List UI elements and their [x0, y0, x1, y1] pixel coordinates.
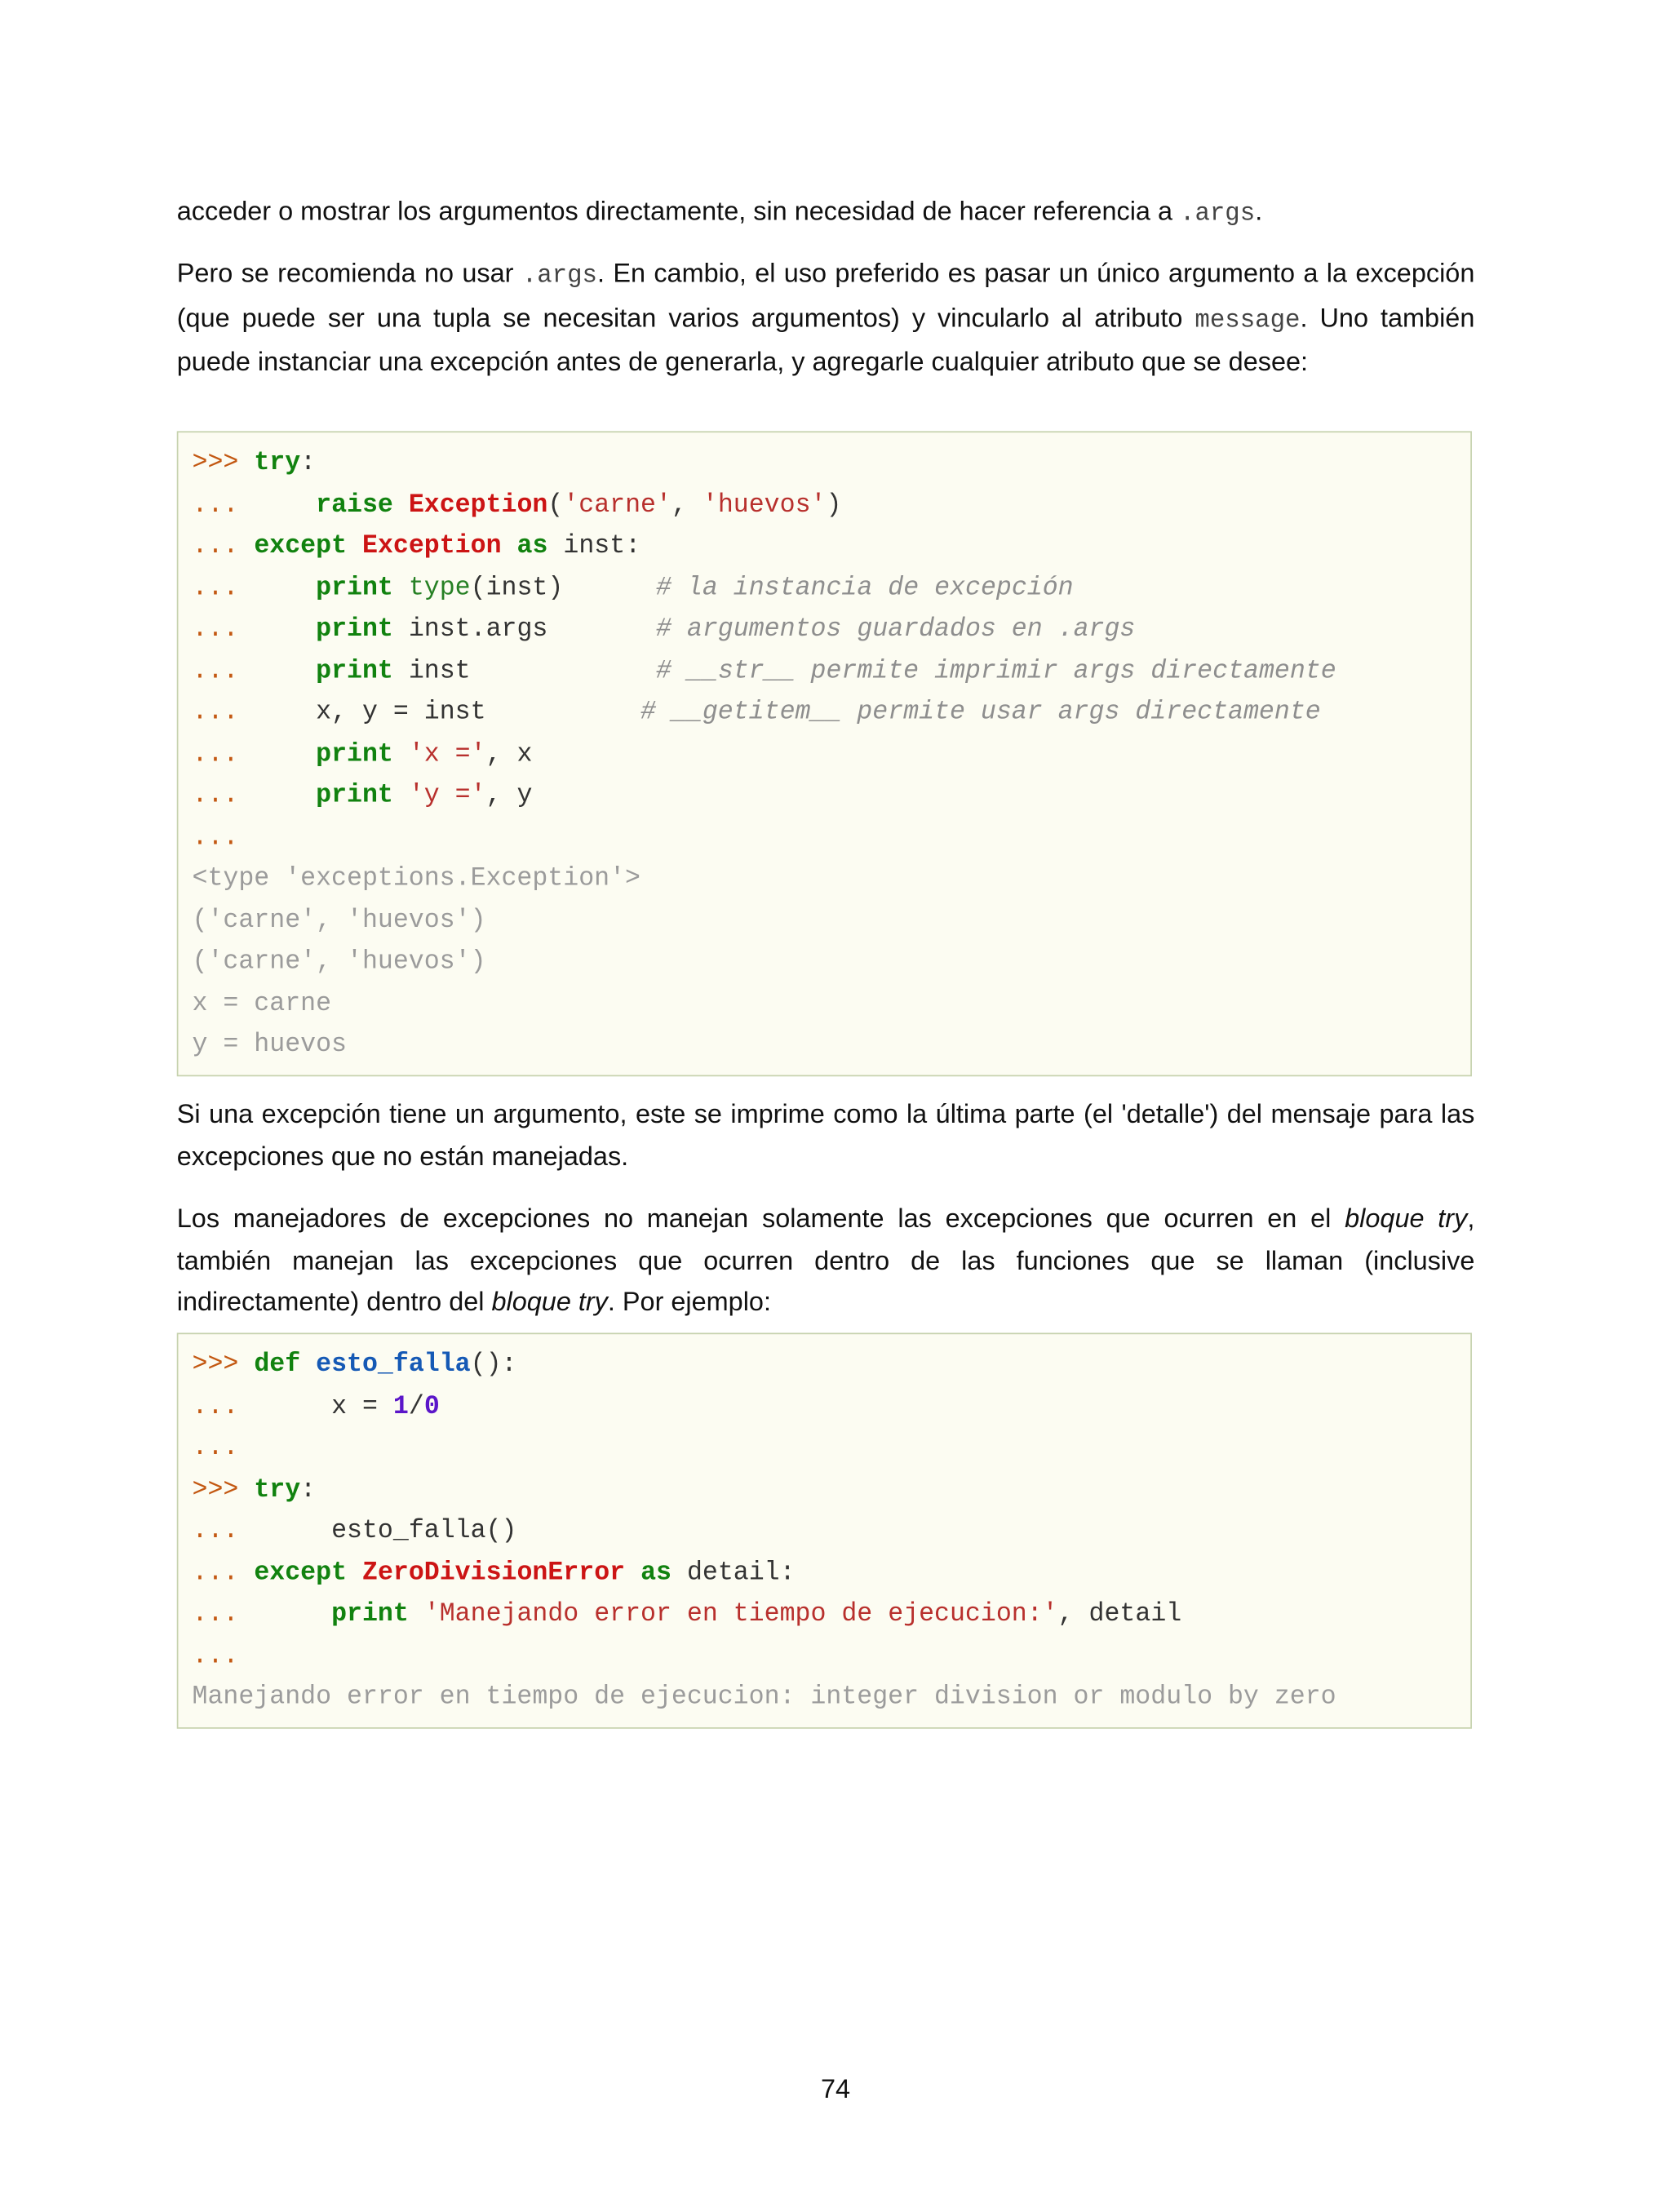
- paragraph-text: . En cambio, el uso preferido es pasar un único argumento a la excepción (que puede ser una tupla se necesitan varios argumentos) y vincularlo al atributo: [176, 259, 1475, 334]
- keyword: as: [640, 1557, 672, 1588]
- code-line: [193, 1427, 239, 1469]
- identifier: x =: [331, 1391, 393, 1421]
- keyword: try: [254, 448, 301, 478]
- identifier: x, y = inst: [316, 697, 486, 728]
- prompt: ...: [192, 1640, 239, 1671]
- code-line: [193, 1344, 517, 1385]
- punctuation: ,: [485, 780, 517, 810]
- code-line: [193, 1552, 796, 1594]
- identifier: (inst): [470, 572, 564, 603]
- code-output-line: <type 'exceptions.Exception'>: [192, 863, 640, 893]
- page-number: 74: [820, 2075, 851, 2105]
- code-line: [193, 692, 1321, 734]
- keyword: except: [254, 1557, 348, 1588]
- code-line: [193, 1510, 517, 1552]
- code-line: [193, 650, 1336, 692]
- prompt: ...: [192, 1391, 239, 1421]
- keyword: raise: [316, 490, 393, 520]
- prompt: ...: [192, 780, 239, 810]
- prompt: ...: [192, 655, 239, 686]
- inline-code-args: .args: [521, 262, 597, 290]
- emphasis-bloque-try: bloque try: [1345, 1204, 1468, 1235]
- builtin: type: [408, 572, 471, 603]
- code-block-exception-args: [177, 431, 1472, 1076]
- prompt: ...: [192, 1557, 239, 1588]
- string: 'Manejando error en tiempo de ejecucion:': [423, 1598, 1058, 1629]
- code-line: [193, 1469, 317, 1510]
- punctuation: :: [300, 448, 317, 478]
- identifier: esto_falla(): [331, 1515, 517, 1546]
- keyword: print: [316, 572, 393, 603]
- keyword: except: [254, 530, 348, 561]
- prompt: ...: [192, 614, 239, 645]
- paragraph-text: Los manejadores de excepciones no manejan solamente las excepciones que ocurren en el: [176, 1204, 1345, 1235]
- prompt: >>>: [192, 1350, 239, 1380]
- exception-name: Exception: [362, 530, 502, 561]
- code-line: [193, 1594, 1182, 1635]
- prompt: ...: [192, 1598, 239, 1629]
- code-line: [193, 525, 641, 567]
- paragraph-text: . Uno también puede instanciar una excepción antes de generarla, y agregarle cualquier atributo que se desee:: [176, 304, 1475, 378]
- code-output-line: ('carne', 'huevos'): [192, 946, 486, 977]
- punctuation: :: [300, 1474, 317, 1505]
- code-line: [193, 775, 533, 817]
- prompt: ...: [192, 1433, 239, 1463]
- code-line: [193, 609, 1136, 650]
- paragraph-unhandled-detail: Si una excepción tiene un argumento, este se imprime como la última parte (el 'detalle') del mensaje para las excepciones que no están manejadas.: [176, 1100, 1475, 1172]
- paragraph-text: .: [1255, 197, 1263, 228]
- code-output-line: ('carne', 'huevos'): [192, 905, 486, 935]
- code-line: [193, 817, 239, 858]
- function-name: esto_falla: [316, 1350, 471, 1380]
- comment: # la instancia de excepción: [656, 572, 1074, 603]
- code-line: [193, 1385, 440, 1427]
- code-line: [193, 484, 842, 525]
- inline-code-message: message: [1195, 306, 1301, 335]
- comment: # __getitem__ permite usar args directamente: [640, 697, 1321, 728]
- identifier: y: [516, 780, 533, 810]
- prompt: ...: [192, 572, 239, 603]
- identifier: inst: [408, 655, 471, 686]
- punctuation: ): [826, 490, 842, 520]
- keyword: def: [254, 1350, 301, 1380]
- prompt: ...: [192, 822, 239, 852]
- paragraph-intro-continuation: [177, 192, 1475, 236]
- code-line: [193, 442, 317, 484]
- emphasis-bloque-try: bloque try: [491, 1288, 608, 1318]
- keyword: try: [254, 1474, 301, 1505]
- string: 'y =': [408, 780, 486, 810]
- operator: /: [408, 1391, 424, 1421]
- paragraph-text: Pero se recomienda no usar: [176, 259, 522, 289]
- keyword: as: [516, 530, 548, 561]
- paragraph-text: acceder o mostrar los argumentos directamente, sin necesidad de hacer referencia a: [176, 197, 1181, 228]
- code-output-line: y = huevos: [192, 1030, 348, 1060]
- keyword: print: [316, 655, 393, 686]
- exception-name: Exception: [408, 490, 548, 520]
- punctuation: :: [625, 530, 641, 561]
- punctuation: (: [547, 490, 564, 520]
- prompt: ...: [192, 738, 239, 769]
- code-block-zero-division: [177, 1333, 1472, 1729]
- identifier: , detail: [1057, 1598, 1182, 1629]
- keyword: print: [331, 1598, 409, 1629]
- number: 1: [392, 1391, 409, 1421]
- exception-name: ZeroDivisionError: [362, 1557, 626, 1588]
- identifier: inst: [563, 530, 626, 561]
- punctuation: ():: [470, 1350, 517, 1380]
- comment: # argumentos guardados en .args: [656, 614, 1136, 645]
- identifier: inst.args: [408, 614, 548, 645]
- prompt: ...: [192, 697, 239, 728]
- string: 'x =': [408, 738, 486, 769]
- keyword: print: [316, 780, 393, 810]
- identifier: detail:: [686, 1557, 796, 1588]
- paragraph-text: , también manejan las excepciones que ocurren dentro de las funciones que se llaman (inclusive indirectamente) dentro del: [176, 1204, 1475, 1318]
- string: 'huevos': [702, 490, 827, 520]
- paragraph-text: . Por ejemplo:: [607, 1288, 771, 1318]
- prompt: >>>: [192, 1474, 239, 1505]
- string: 'carne': [563, 490, 672, 520]
- number: 0: [423, 1391, 440, 1421]
- keyword: print: [316, 738, 393, 769]
- code-line: [193, 734, 533, 775]
- prompt: ...: [192, 530, 239, 561]
- paragraph-recommendation: [177, 254, 1475, 384]
- paragraph-handlers: [177, 1199, 1475, 1323]
- punctuation: ,: [671, 490, 703, 520]
- keyword: print: [316, 614, 393, 645]
- prompt: >>>: [192, 448, 239, 478]
- code-line: [193, 1635, 239, 1677]
- punctuation: ,: [485, 738, 517, 769]
- prompt: ...: [192, 490, 239, 520]
- comment: # __str__ permite imprimir args directamente: [656, 655, 1336, 686]
- prompt: ...: [192, 1515, 239, 1546]
- code-line: [193, 567, 1074, 609]
- code-output-line: x = carne: [192, 988, 332, 1018]
- identifier: x: [516, 738, 533, 769]
- inline-code-args: .args: [1180, 200, 1256, 228]
- code-output-line: Manejando error en tiempo de ejecucion: integer division or modulo by zero: [192, 1682, 1336, 1713]
